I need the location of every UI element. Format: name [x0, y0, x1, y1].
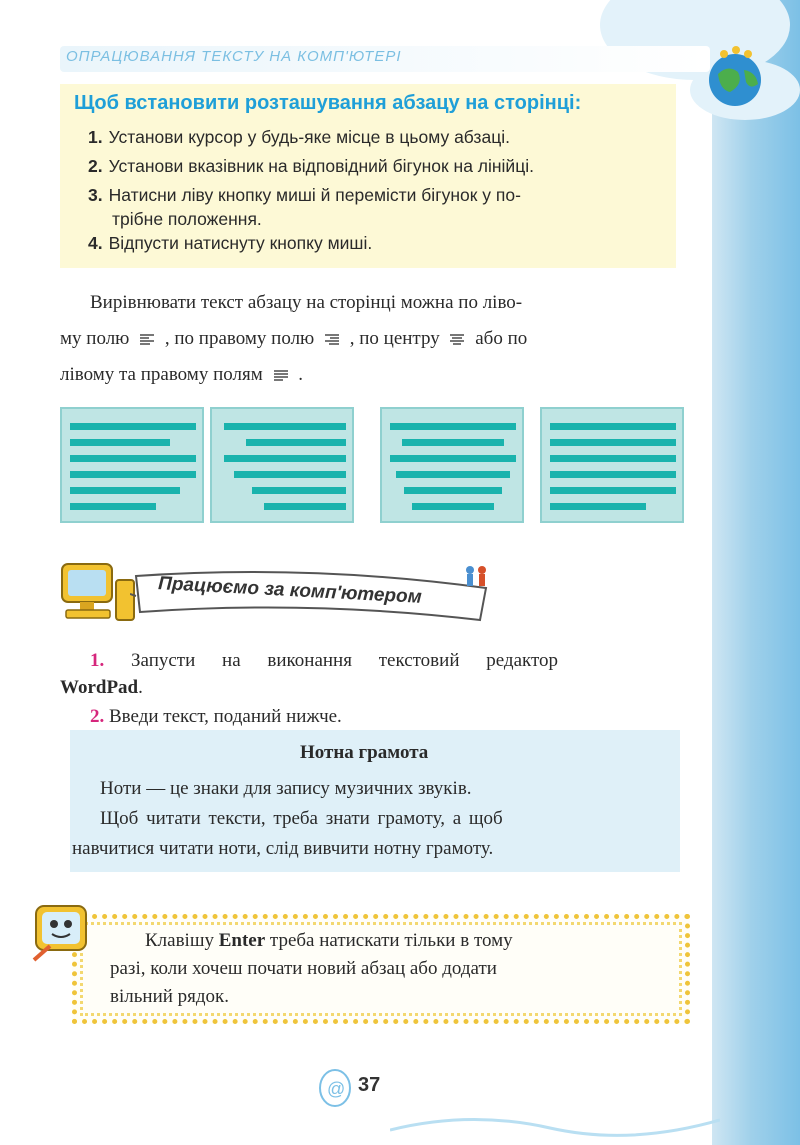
align-justify-icon: [274, 370, 288, 381]
instruction-step: 1. Установи курсор у будь-яке місце в цьому абзаці.: [88, 127, 510, 147]
task-item: 1. Запусти на виконання текстовий редактор: [90, 650, 559, 671]
paragraph-line: Вирівнювати текст абзацу на сторінці можна по ліво-: [90, 292, 523, 313]
page-number: 37: [358, 1074, 381, 1096]
tip-line: вільний рядок.: [110, 986, 230, 1007]
banner-label: Працюємо за комп'ютером: [157, 573, 423, 608]
task-item: 2. Введи текст, поданий нижче.: [90, 706, 342, 727]
align-right-icon: [325, 334, 339, 345]
paragraph-line: му полю , по правому полю , по центру або по: [60, 328, 528, 349]
align-center-icon: [450, 334, 464, 345]
left-aligned-illustration: [60, 407, 204, 523]
sample-title: Нотна грамота: [300, 742, 429, 763]
computer-icon: [58, 560, 138, 630]
paragraph-line: лівому та правому полям .: [60, 364, 303, 385]
instruction-step: 4. Відпусти натиснуту кнопку миші.: [88, 233, 373, 253]
page-side-decoration: [712, 0, 800, 1145]
sample-line: Щоб читати тексти, треба знати грамоту, а щоб: [100, 808, 503, 829]
right-aligned-illustration: [210, 407, 354, 523]
sample-line: Ноти — це знаки для запису музичних звуків.: [100, 778, 472, 799]
align-left-icon: [140, 334, 154, 345]
center-aligned-illustration: [380, 407, 524, 523]
at-sign-icon: [318, 1068, 352, 1108]
instruction-step: 3. Натисни ліву кнопку миші й перемісти бігунок у по-: [88, 185, 521, 205]
mascot-monitor-icon: [30, 900, 94, 970]
instruction-step: 2. Установи вказівник на відповідний бігунок на лінійці.: [88, 156, 534, 176]
bottom-swirl-decoration: [390, 1100, 720, 1145]
section-title: ОПРАЦЮВАННЯ ТЕКСТУ НА КОМП'ЮТЕРІ: [66, 48, 402, 65]
globe-icon: [700, 40, 770, 110]
tip-line: Клавішу Enter треба натискати тільки в тому: [145, 930, 513, 951]
justified-illustration: [540, 407, 684, 523]
tip-line: разі, коли хочеш почати новий абзац або додати: [110, 958, 497, 979]
instruction-title: Щоб встановити розташування абзацу на сторінці:: [74, 92, 582, 114]
task-item-continuation: WordPad.: [60, 677, 143, 698]
instruction-step-continuation: трібне положення.: [112, 209, 262, 229]
sample-line: навчитися читати ноти, слід вивчити нотну грамоту.: [72, 838, 494, 859]
svg-text:@: @: [327, 1079, 346, 1099]
